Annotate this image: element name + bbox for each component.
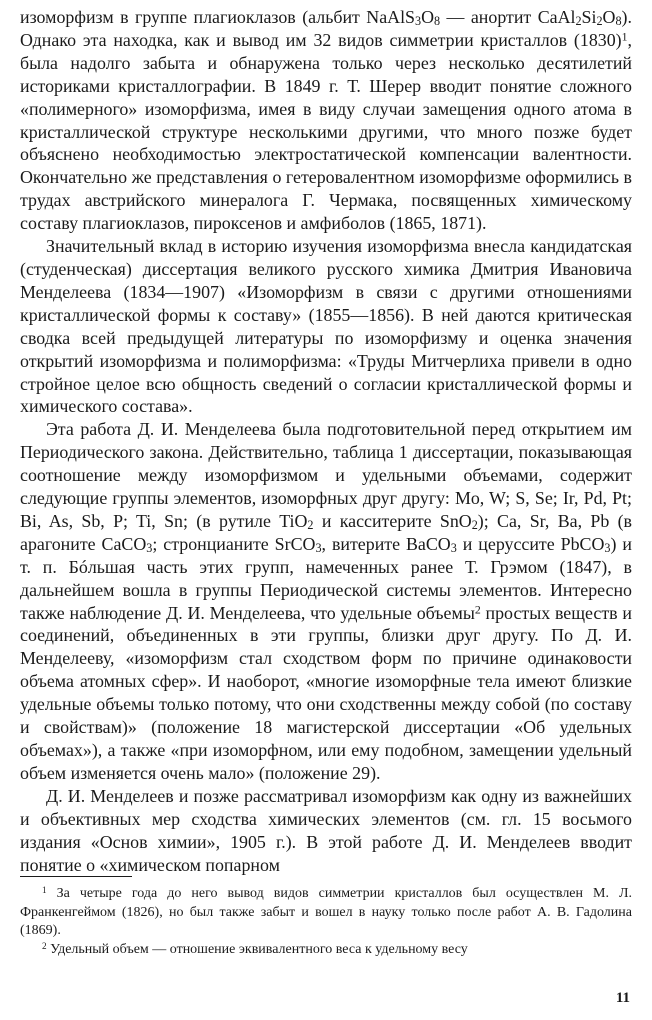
- subscript: 3: [415, 14, 422, 29]
- footnote-ref: 2: [474, 602, 481, 617]
- footnote: [20, 885, 632, 941]
- subscript: 2: [471, 518, 478, 533]
- page-number: 11: [615, 990, 630, 1006]
- text-run: , была надолго забыта и обнаружена только через несколько десятилетий историками кристаллографии. В 1849 г. Т. Шерер вводит понятие сложного «полимерного» изоморфизма, имея в виду случаи замещения одного атома в кристаллической структуре несколькими другими, что много позже будет объяснено необходимостью электростатической компенсации валентности. Окончательно же представления о гетеровалентном изоморфизме оформились в трудах австрийского минералога Г. Чермака, посвященных химическому составу плагиоклазов, пироксенов и амфиболов (1865, 1871).: [20, 29, 632, 234]
- main-text: [20, 6, 632, 876]
- text-run: Значительный вклад в историю изучения изоморфизма внесла кандидатская (студенческая) диссертация великого русского химика Дмитрия Ивановича Менделеева (1834—1907) «Изоморфизм в связи с другими отношениями кристаллической формы к составу» (1855—1856). В ней даются критическая сводка всей предыдущей литературы по изоморфизму и оценка значения открытий изоморфизма и полиморфизма: «Труды Митчерлиха привели в одно стройное целое всю общность сведений о согласии кристаллической формы и химического состава».: [20, 236, 632, 417]
- paragraph: [20, 235, 632, 418]
- text-run: — анортит CaAl: [440, 7, 576, 27]
- subscript: 3: [315, 541, 322, 556]
- text-run: , витерите BaCO: [321, 533, 451, 554]
- text-run: простых веществ и соединений, объединенных в эти группы, близки друг другу. По Д. И. Менделееву, «изоморфизм стал сходством форм по причине одинаковости объема атомных сфер». И наоборот, «многие изоморфные тела имеют близкие удельные объемы только потому, что они сходственны между собой (по составу и свойствам)» (положение 18 магистерской диссертации «Об удельных объемах»), а также «при изоморфном, или ему подобном, замещении удельный объем изменяется очень мало» (положение 29).: [20, 602, 632, 783]
- subscript: 3: [604, 541, 611, 556]
- subscript: 8: [615, 14, 622, 29]
- footnote-ref: 1: [621, 29, 628, 44]
- subscript: 2: [596, 14, 603, 29]
- footnote-divider: [20, 876, 132, 877]
- text-run: O: [602, 7, 616, 27]
- text-run: Si: [581, 7, 597, 27]
- text-run: изоморфизм в группе плагиоклазов (альбит NaAlS: [20, 7, 415, 27]
- footnote-text: За четыре года до него вывод видов симметрии кристаллов был осуществлен М. Л. Франкенгеймом (1826), но был также забыт и вошел в науку только после работ А. В. Гадолина (1869).: [20, 886, 632, 939]
- text-run: Эта работа Д. И. Менделеева была подготовительной перед открытием им Периодического закона. Действительно, таблица 1 диссертации, показывающая соотношение между изоморфизмом и удельными объемами, содержит следующие группы элементов, изоморфных друг другу: Mo, W; S, Se; Ir, Pd, Pt; Bi, As, Sb, P; Ti, Sn; (в рутиле TiO: [20, 419, 632, 531]
- subscript: 2: [575, 14, 582, 29]
- subscript: 3: [450, 541, 457, 556]
- footnote-marker: 2: [42, 940, 47, 951]
- text-run: и церуссите PbCO: [456, 533, 605, 554]
- paragraph: [20, 785, 632, 877]
- text-run: и касситерите SnO: [313, 510, 472, 531]
- text-run: ; стронцианите SrCO: [152, 533, 316, 554]
- text-run: O: [421, 7, 434, 27]
- paragraph: [20, 6, 632, 235]
- paragraph: [20, 418, 632, 785]
- subscript: 8: [434, 14, 441, 29]
- text-run: Д. И. Менделеев и позже рассматривал изоморфизм как одну из важнейших и объективных мер сходства химических элементов (см. гл. 15 восьмого издания «Основ химии», 1905 г.). В этой работе Д. И. Менделеев вводит понятие о «химическом попарном: [20, 785, 632, 875]
- footnote-text: Удельный объем — отношение эквивалентного веса к удельному весу: [46, 941, 468, 957]
- subscript: 3: [146, 541, 153, 556]
- text-run: ). Однако эта находка, как и вывод им 32 видов симметрии кристаллов (1830): [20, 7, 632, 50]
- footnotes: [20, 885, 632, 959]
- footnote: [20, 941, 632, 960]
- text-run: ) и т. п. Бóльшая часть этих групп, намеченных ранее Т. Грэмом (1847), в дальнейшем вошла в группы Периодической системы элементов. Интересно также наблюдение Д. И. Менделеева, что удельные объемы: [20, 533, 632, 623]
- subscript: 2: [307, 518, 314, 533]
- text-run: ); Ca, Sr, Ba, Pb (в арагоните CaCO: [20, 510, 632, 554]
- footnote-marker: 1: [42, 884, 47, 895]
